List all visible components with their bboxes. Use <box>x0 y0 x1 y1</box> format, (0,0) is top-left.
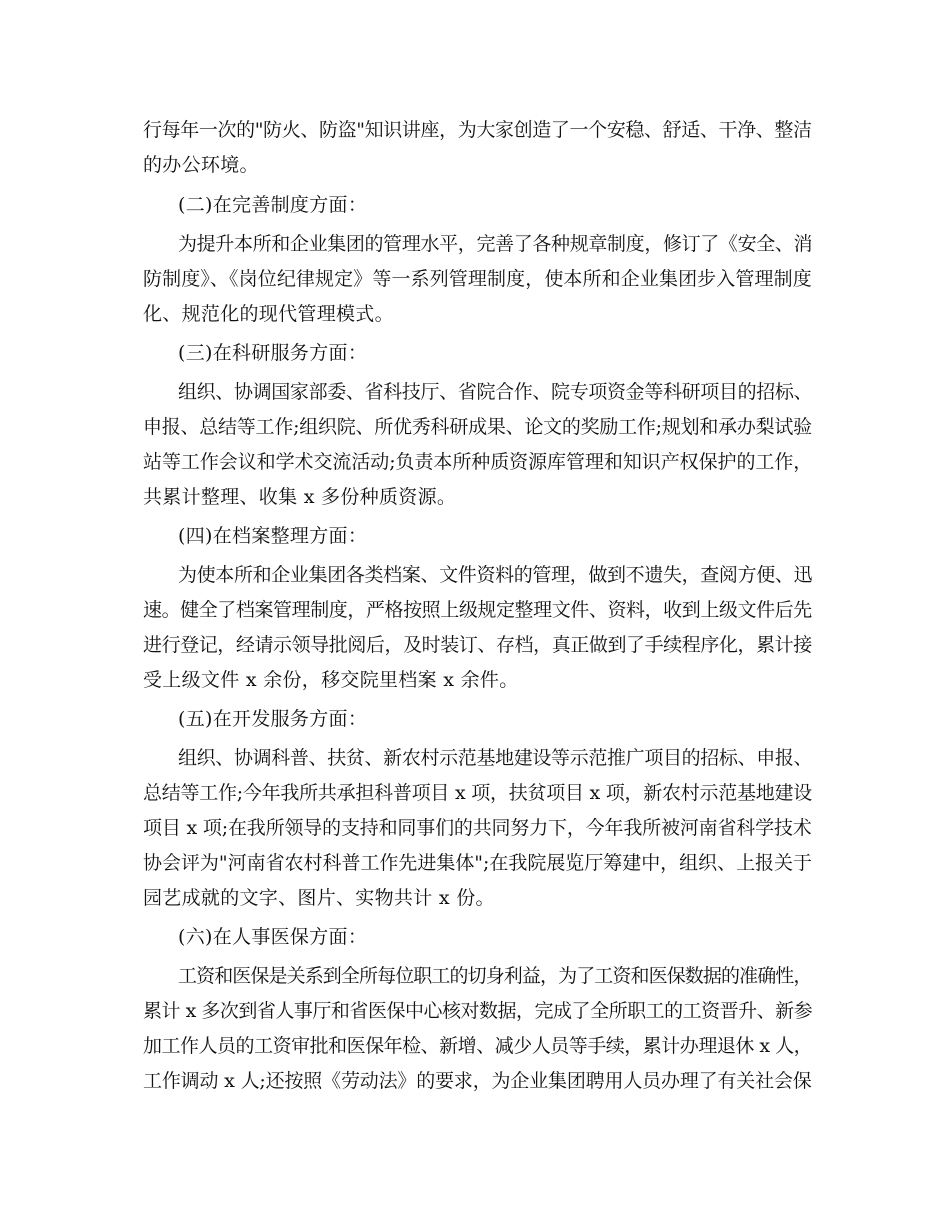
text-line: 工资和医保是关系到全所每位职工的切身利益，为了工资和医保数据的准确性， <box>178 965 812 987</box>
text-line: 为使本所和企业集团各类档案、文件资料的管理，做到不遗失，查阅方便、迅 <box>178 564 813 586</box>
section-heading: (六)在人事医保方面： <box>178 926 368 948</box>
text-line: 申报、总结等工作;组织院、所优秀科研成果、论文的奖励工作;规划和承办梨试验 <box>143 416 812 438</box>
section-heading: (三)在科研服务方面： <box>178 342 368 364</box>
text-line: 工作调动 x 人;还按照《劳动法》的要求，为企业集团聘用人员办理了有关社会保 <box>143 1070 812 1092</box>
text-line: 累计 x 多次到省人事厅和省医保中心核对数据，完成了全所职工的工资晋升、新参 <box>143 1000 813 1022</box>
text-line: 项目 x 项;在我所领导的支持和同事们的共同努力下，今年我所被河南省科学技术 <box>143 817 812 839</box>
text-line: 行每年一次的"防火、防盗"知识讲座，为大家创造了一个安稳、舒适、干净、整洁 <box>143 119 812 141</box>
text-line: 化、规范化的现代管理模式。 <box>143 303 394 325</box>
text-line: 总结等工作;今年我所共承担科普项目 x 项，扶贫项目 x 项，新农村示范基地建设 <box>143 782 812 804</box>
text-line: 加工作人员的工资审批和医保年检、新增、减少人员等手续，累计办理退休 x 人， <box>143 1035 813 1057</box>
text-line: 速。健全了档案管理制度，严格按照上级规定整理文件、资料，收到上级文件后先 <box>143 599 812 621</box>
section-heading: (四)在档案整理方面： <box>178 525 368 547</box>
text-line: 进行登记，经请示领导批阅后，及时装订、存档，真正做到了手续程序化，累计接 <box>143 634 812 656</box>
text-line: 园艺成就的文字、图片、实物共计 x 份。 <box>143 887 495 909</box>
text-line: 组织、协调科普、扶贫、新农村示范基地建设等示范推广项目的招标、申报、 <box>178 747 813 769</box>
text-line: 站等工作会议和学术交流活动;负责本所种质资源库管理和知识产权保护的工作， <box>143 451 813 473</box>
text-line: 的办公环境。 <box>143 154 259 176</box>
text-line: 协会评为"河南省农村科普工作先进集体";在我院展览厅筹建中，组织、上报关于 <box>143 852 812 874</box>
section-heading: (五)在开发服务方面： <box>178 708 368 730</box>
text-line: 防制度》、《岗位纪律规定》等一系列管理制度，使本所和企业集团步入管理制度 <box>143 268 812 290</box>
section-heading: (二)在完善制度方面： <box>178 194 368 216</box>
text-line: 受上级文件 x 余份，移交院里档案 x 余件。 <box>143 669 519 691</box>
text-line: 共累计整理、收集 x 多份种质资源。 <box>143 486 457 508</box>
text-line: 组织、协调国家部委、省科技厅、省院合作、院专项资金等科研项目的招标、 <box>178 381 813 403</box>
text-line: 为提升本所和企业集团的管理水平，完善了各种规章制度，修订了《安全、消 <box>178 233 813 255</box>
